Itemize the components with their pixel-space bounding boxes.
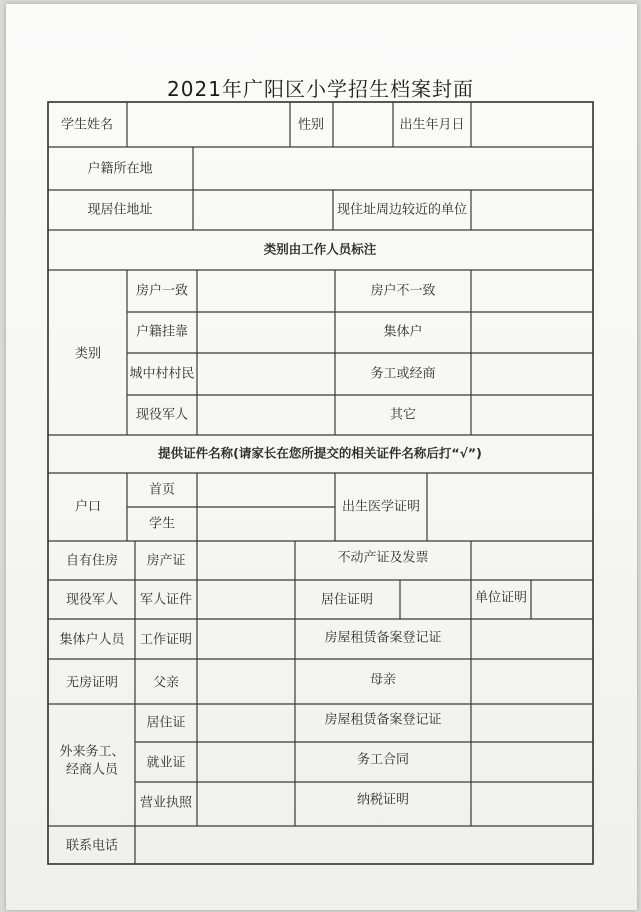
no-house-cert-label: 无房证明 — [65, 675, 119, 691]
employment-cert-label: 就业证 — [146, 755, 186, 771]
rental-cert-label: 房屋租赁备案登记证 — [324, 630, 442, 646]
category-inconsistent: 房户不一致 — [370, 283, 436, 299]
residence-permit-label: 居住证 — [146, 715, 186, 731]
labor-contract-label: 务工合同 — [356, 752, 410, 768]
hukou-first-page: 首页 — [148, 482, 176, 498]
mother-label: 母亲 — [369, 672, 397, 688]
tax-cert-label: 纳税证明 — [356, 792, 410, 808]
documents-section-header: 提供证件名称(请家长在您所提交的相关证件名称后打“√”) — [158, 445, 482, 461]
unit-cert-label: 单位证明 — [474, 590, 528, 606]
category-other: 其它 — [389, 407, 417, 423]
migrant-worker-label-line1: 外来务工、 — [59, 744, 125, 760]
hukou-student-page: 学生 — [148, 516, 176, 532]
father-label: 父亲 — [152, 675, 180, 691]
business-license-label: 营业执照 — [139, 795, 193, 811]
residence-cert-label: 居住证明 — [320, 592, 374, 608]
collective-member-label: 集体户人员 — [59, 632, 125, 648]
property-cert-label: 房产证 — [146, 553, 186, 569]
category-collective: 集体户 — [383, 324, 423, 340]
category-consistent: 房户一致 — [135, 283, 189, 299]
student-name-label: 学生姓名 — [60, 117, 114, 133]
birth-date-label: 出生年月日 — [399, 117, 465, 133]
household-location-label: 户籍所在地 — [87, 161, 153, 177]
gender-label: 性别 — [297, 117, 325, 133]
category-soldier: 现役军人 — [135, 407, 189, 423]
work-cert-label: 工作证明 — [139, 632, 193, 648]
category-affiliated: 户籍挂靠 — [135, 324, 189, 340]
category-label: 类别 — [74, 346, 102, 362]
phone-label: 联系电话 — [65, 838, 119, 854]
category-urban-village: 城中村村民 — [129, 366, 195, 382]
military-id-label: 军人证件 — [139, 592, 193, 608]
category-section-header: 类别由工作人员标注 — [263, 241, 377, 257]
category-worker: 务工或经商 — [370, 366, 436, 382]
birth-certificate-label: 出生医学证明 — [341, 499, 421, 515]
current-address-label: 现居住地址 — [87, 202, 153, 218]
realty-cert-invoice-label: 不动产证及发票 — [337, 550, 429, 566]
own-house-label: 自有住房 — [65, 553, 119, 569]
rental-cert-label-2: 房屋租赁备案登记证 — [324, 712, 442, 728]
migrant-worker-label-line2: 经商人员 — [65, 762, 119, 778]
nearby-unit-label: 现住址周边较近的单位 — [336, 202, 468, 218]
hukou-label: 户口 — [74, 499, 102, 515]
page-title: 2021年广阳区小学招生档案封面 — [167, 77, 474, 101]
active-soldier-label: 现役军人 — [65, 592, 119, 608]
